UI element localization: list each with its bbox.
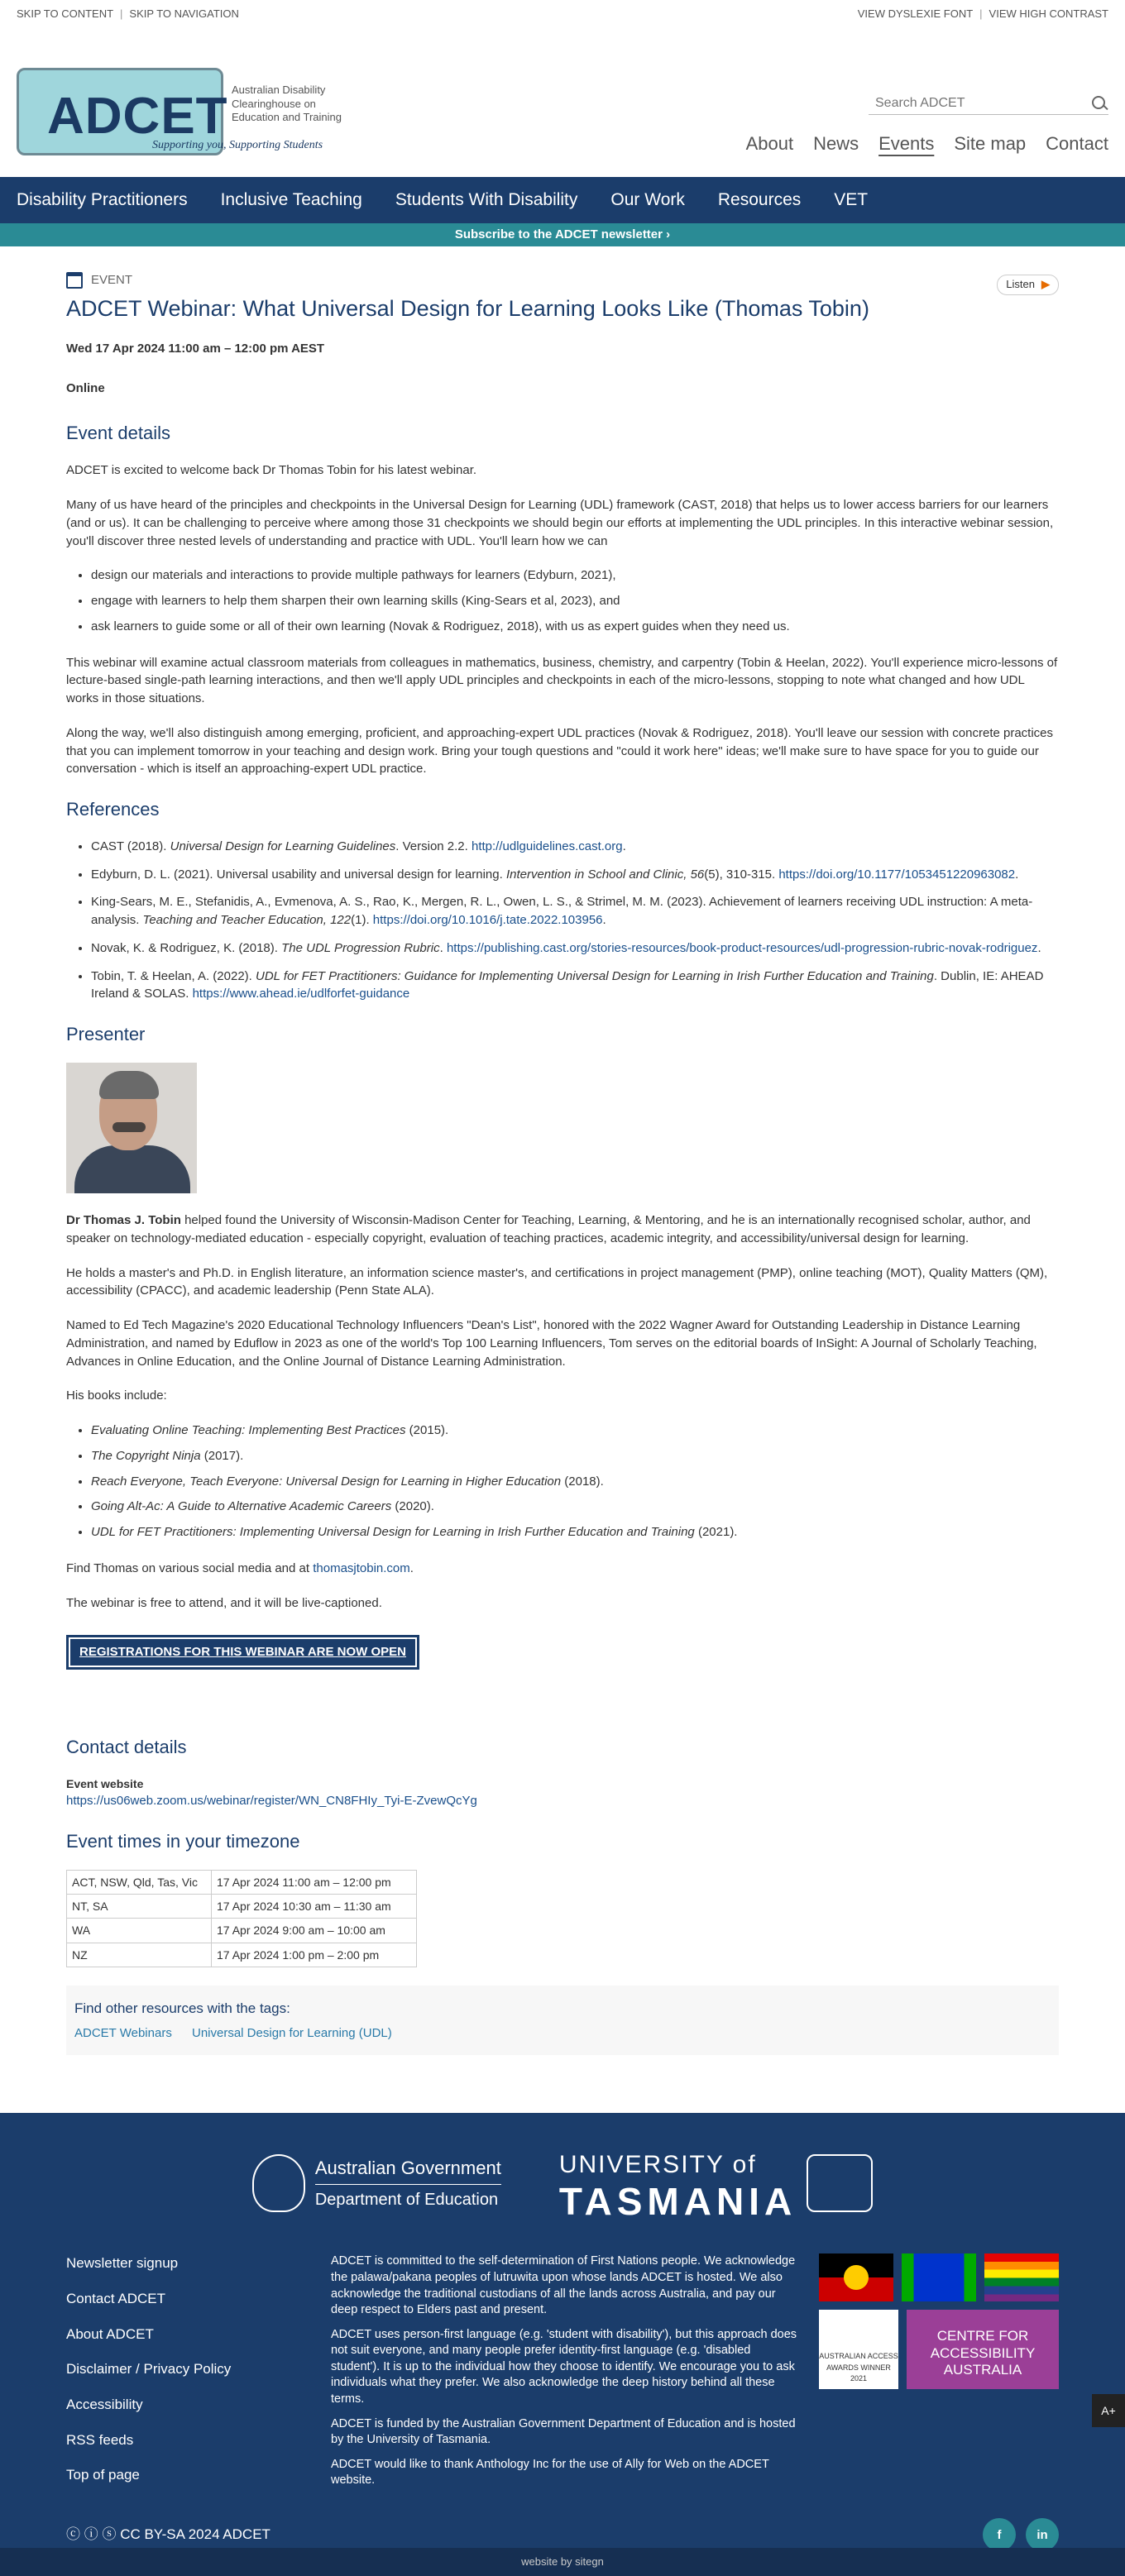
torres-strait-flag-icon	[902, 2253, 976, 2301]
site-credit[interactable]: website by sitegn	[0, 2548, 1125, 2576]
event-website-link[interactable]: https://us06web.zoom.us/webinar/register/WN_CN8FHIy_Tyi-E-ZvewQcYg	[66, 1794, 477, 1809]
listen-button[interactable]: Listen ▶	[997, 275, 1059, 295]
list-item: • ask learners to guide some or all of their own learning (Novak & Rodriguez, 2018), with us as expert guides when they need us.	[91, 618, 1059, 636]
main-nav	[0, 177, 1125, 223]
dyslexie-font-link[interactable]: VIEW DYSLEXIE FONT	[857, 7, 974, 20]
logo-subtitle: Australian Disability Clearinghouse on Education and Training	[232, 83, 342, 124]
tags-heading: Find other resources with the tags:	[74, 2000, 290, 2017]
high-contrast-link[interactable]: VIEW HIGH CONTRAST	[989, 7, 1108, 20]
table-row: NZ 17 Apr 2024 1:00 pm – 2:00 pm	[67, 1943, 417, 1967]
search-input[interactable]	[869, 93, 1090, 114]
reference-link[interactable]: https://www.ahead.ie/udlforfet-guidance	[192, 987, 410, 1001]
play-icon: ▶	[1041, 277, 1050, 290]
footer-contact-link[interactable]: Contact ADCET	[66, 2291, 165, 2307]
event-location: Online	[66, 380, 105, 395]
topnav-events[interactable]: Events	[878, 133, 935, 154]
contact-heading: Contact details	[66, 1737, 187, 1758]
books-list	[91, 1422, 1059, 1541]
skip-bar: SKIP TO CONTENT | SKIP TO NAVIGATION VIEW DYSLEXIE FONT | VIEW HIGH CONTRAST	[17, 7, 1108, 20]
thomas-site-link[interactable]: thomasjtobin.com	[313, 1560, 410, 1575]
topnav-contact[interactable]: Contact	[1046, 133, 1108, 154]
table-row: WA 17 Apr 2024 9:00 am – 10:00 am	[67, 1919, 417, 1943]
accessibility-widget-icon[interactable]: A+	[1092, 2394, 1125, 2427]
registration-button[interactable]: REGISTRATIONS FOR THIS WEBINAR ARE NOW OPEN	[66, 1635, 419, 1670]
table-row: NT, SA 17 Apr 2024 10:30 am – 11:30 am	[67, 1895, 417, 1919]
tag-link[interactable]: Universal Design for Learning (UDL)	[192, 2025, 392, 2040]
chevron-right-icon: ›	[666, 227, 671, 241]
reference-item: • Novak, K. & Rodriguez, K. (2018). The UDL Progression Rubric. https://publishing.cast.org/stories-resources/book-product-resources/udl-progression-rubric-novak-rodriguez.	[91, 939, 1059, 958]
reference-link[interactable]: https://publishing.cast.org/stories-resources/book-product-resources/udl-progression-rubric-novak-rodriguez	[446, 940, 1038, 955]
presenter-bio: Dr Thomas J. Tobin helped found the University of Wisconsin-Madison Center for Teaching, Learning, & Mentoring, and he is an internationally recognised scholar, author, and speaker on technology-mediated education - especially copyright, evaluation of teaching practices, academic integrity, and accessibility/universal design for learning.	[66, 1213, 1031, 1245]
footer-top-link[interactable]: Top of page	[66, 2467, 140, 2483]
access-awards-badge: AUSTRALIAN ACCESS AWARDS WINNER 2021	[819, 2310, 898, 2389]
list-item: • design our materials and interactions to provide multiple pathways for learners (Edyburn, 2021),	[91, 566, 1059, 585]
newsletter-banner[interactable]: Subscribe to the ADCET newsletter ›	[0, 223, 1125, 246]
adcet-logo[interactable]: ADCET Australian Disability Clearinghouse on Education and Training	[17, 68, 342, 155]
list-item: • Going Alt-Ac: A Guide to Alternative Academic Careers (2020).	[91, 1498, 1059, 1516]
topnav-sitemap[interactable]: Site map	[954, 133, 1027, 154]
presenter-photo	[66, 1063, 197, 1193]
tag-link[interactable]: ADCET Webinars	[74, 2025, 172, 2040]
list-item: • Evaluating Online Teaching: Implementing Best Practices (2015).	[91, 1422, 1059, 1440]
topnav-about[interactable]: About	[745, 133, 794, 154]
event-details-heading: Event details	[66, 423, 170, 444]
table-row: ACT, NSW, Qld, Tas, Vic 17 Apr 2024 11:00 am – 12:00 pm	[67, 1870, 417, 1894]
facebook-icon[interactable]: f	[983, 2518, 1016, 2551]
footer-rss-link[interactable]: RSS feeds	[66, 2431, 134, 2448]
reference-item: • King-Sears, M. E., Stefanidis, A., Evmenova, A. S., Rao, K., Mergen, R. L., Owen, L. S., & Strimel, M. M. (2023). Achievement of learners receiving UDL instruction: A meta-analysis. Teaching and Teacher Education, 122(1). https://doi.org/10.1016/j.tate.2022.103956.	[91, 893, 1059, 930]
site-footer	[0, 2113, 1125, 2576]
references-heading: References	[66, 799, 160, 820]
lion-icon	[807, 2154, 873, 2212]
page-title: ADCET Webinar: What Universal Design for Learning Looks Like (Thomas Tobin)	[66, 295, 869, 321]
list-item: • UDL for FET Practitioners: Implementing Universal Design for Learning in Irish Further Education and Training (2021).	[91, 1523, 1059, 1541]
footer-accessibility-link[interactable]: Accessibility	[66, 2397, 143, 2413]
pride-flag-icon	[984, 2253, 1059, 2301]
books-intro: His books include:	[66, 1388, 167, 1403]
details-paragraph: Many of us have heard of the principles and checkpoints in the Universal Design for Learning (UDL) framework (CAST, 2018) that helps us to lower access barriers for our learners (and or us). It can be challenging to perceive where among those 31 checkpoints we should begin our efforts at implementing the UDL principles. In this interactive webinar session, you'll discover three nested levels of understanding and practice with UDL. You'll learn how we can	[66, 498, 1054, 548]
nav-students-with-disability[interactable]: Students With Disability	[395, 189, 578, 209]
reference-item: • Edyburn, D. L. (2021). Universal usability and universal design for learning. Intervention in School and Clinic, 56(5), 310-315. https://doi.org/10.1177/1053451220963082.	[91, 866, 1059, 884]
centre-accessibility-logo: CENTRE FOR ACCESSIBILITY AUSTRALIA	[907, 2310, 1059, 2389]
footer-flags	[819, 2253, 1059, 2500]
skip-to-content-link[interactable]: SKIP TO CONTENT	[17, 7, 114, 20]
calendar-icon	[66, 272, 83, 289]
find-thomas: Find Thomas on various social media and at thomasjtobin.com.	[66, 1560, 414, 1575]
aboriginal-flag-icon	[819, 2253, 893, 2301]
reference-link[interactable]: https://doi.org/10.1016/j.tate.2022.103956	[372, 913, 603, 928]
crest-icon	[252, 2154, 305, 2212]
skip-to-nav-link[interactable]: SKIP TO NAVIGATION	[129, 7, 239, 20]
timezones-heading: Event times in your timezone	[66, 1831, 300, 1852]
reference-item: • CAST (2018). Universal Design for Learning Guidelines. Version 2.2. http://udlguidelines.cast.org.	[91, 838, 1059, 856]
details-list	[91, 566, 1059, 635]
footer-newsletter-link[interactable]: Newsletter signup	[66, 2255, 179, 2272]
footer-about-link[interactable]: About ADCET	[66, 2325, 154, 2342]
main-content	[66, 246, 1059, 2055]
linkedin-icon[interactable]: in	[1026, 2518, 1059, 2551]
search-icon[interactable]	[1090, 94, 1108, 112]
list-item: • Reach Everyone, Teach Everyone: Universal Design for Learning in Higher Education (2018).	[91, 1473, 1059, 1491]
australian-government-logo: Australian Government Department of Education	[252, 2154, 501, 2212]
cc-license: ⓒ ⓘ ⓢ CC BY-SA 2024 ADCET	[66, 2526, 270, 2543]
nav-disability-practitioners[interactable]: Disability Practitioners	[17, 189, 188, 209]
reference-link[interactable]: https://doi.org/10.1177/1053451220963082	[778, 867, 1016, 882]
reference-link[interactable]: http://udlguidelines.cast.org	[472, 839, 623, 853]
details-intro: ADCET is excited to welcome back Dr Thomas Tobin for his latest webinar.	[66, 463, 477, 478]
nav-vet[interactable]: VET	[834, 189, 869, 209]
footer-links	[66, 2253, 331, 2500]
list-item: • The Copyright Ninja (2017).	[91, 1447, 1059, 1465]
event-website-label: Event website	[66, 1776, 144, 1790]
topnav-news[interactable]: News	[813, 133, 859, 154]
presenter-bio: Named to Ed Tech Magazine's 2020 Educational Technology Influencers "Dean's List", honored with the 2022 Wagner Award for Outstanding Leadership in Distance Learning Administration, and named by Eduflow in 2023 as one of the world's Top 100 Learning Influencers, Tom serves on the editorial boards of InSight: A Journal of Scholarly Teaching, Advances in Online Education, and the Online Journal of Distance Learning Administration.	[66, 1318, 1037, 1369]
nav-inclusive-teaching[interactable]: Inclusive Teaching	[220, 189, 362, 209]
references-list	[91, 838, 1059, 1003]
list-item: • engage with learners to help them sharpen their own learning skills (King-Sears et al, 2023), and	[91, 592, 1059, 610]
site-header	[0, 28, 1125, 154]
utas-logo: UNIVERSITY of TASMANIA	[559, 2147, 873, 2221]
nav-resources[interactable]: Resources	[717, 189, 802, 209]
event-date: Wed 17 Apr 2024 11:00 am – 12:00 pm AEST	[66, 341, 325, 356]
logo-tagline: Supporting you, Supporting Students	[152, 139, 323, 151]
tags-box	[66, 1986, 1059, 2055]
timezone-table	[66, 1870, 417, 1967]
search-box	[869, 93, 1108, 115]
reference-item: • Tobin, T. & Heelan, A. (2022). UDL for FET Practitioners: Guidance for Implementing Universal Design for Learning in Irish Further Education and Training. Dublin, IE: AHEAD Ireland & SOLAS. https://www.ahead.ie/udlforfet-guidance	[91, 968, 1059, 1004]
details-paragraph: Along the way, we'll also distinguish among emerging, proficient, and approaching-expert UDL practices (Novak & Rodriguez, 2018). You'll leave our session with concrete practices that you can implement tomorrow in your teaching and design work. Bring your tough questions and "could it work here" ideas; we'll make sure to have space for you to guide our conversation - which is itself an approaching-expert UDL practice.	[66, 725, 1054, 777]
event-label: EVENT	[66, 271, 1059, 289]
details-paragraph: This webinar will examine actual classroom materials from colleagues in mathematics, business, chemistry, and carpentry (Tobin & Heelan, 2022). You'll experience micro-lessons of lecture-based single-path learning interactions, and then we'll apply UDL principles and checkpoints in each of the micro-lessons, stopping to note what changed and how UDL works in those situations.	[66, 655, 1058, 706]
footer-notes: ADCET is committed to the self-determination of First Nations people. We acknowledge the palawa/pakana peoples of lutruwita upon whose lands ADCET is hosted. We also acknowledge the traditional custodians of all the lands across Australia, and pay our deep respect to Elders past and present. ADCET uses person-first language (e.g. 'student with disability'), but this approach does not suit everyone, and many people prefer identity-first language (e.g. 'disabled student'). It is up to the individual how they choose to identify. We encourage you to ask individuals what they prefer. We also acknowledge the deep history behind all these terms. ADCET is funded by the Australian Government Department of Education and is hosted by the University of Tasmania. ADCET would like to thank Anthology Inc for the use of Ally for Web on the ADCET website.	[331, 2254, 797, 2488]
footer-privacy-link[interactable]: Disclaimer / Privacy Policy	[66, 2361, 232, 2378]
nav-our-work[interactable]: Our Work	[610, 189, 685, 209]
presenter-heading: Presenter	[66, 1024, 146, 1045]
top-nav	[746, 131, 1108, 157]
cc-icon: ⓒ ⓘ ⓢ	[66, 2526, 117, 2543]
free-note: The webinar is free to attend, and it will be live-captioned.	[66, 1595, 382, 1610]
presenter-bio: He holds a master's and Ph.D. in English literature, an information science master's, and certifications in project management (PMP), online teaching (MOT), Quality Matters (QM), accessibility (CPACC), and academic leadership (Penn State ALA).	[66, 1265, 1048, 1298]
